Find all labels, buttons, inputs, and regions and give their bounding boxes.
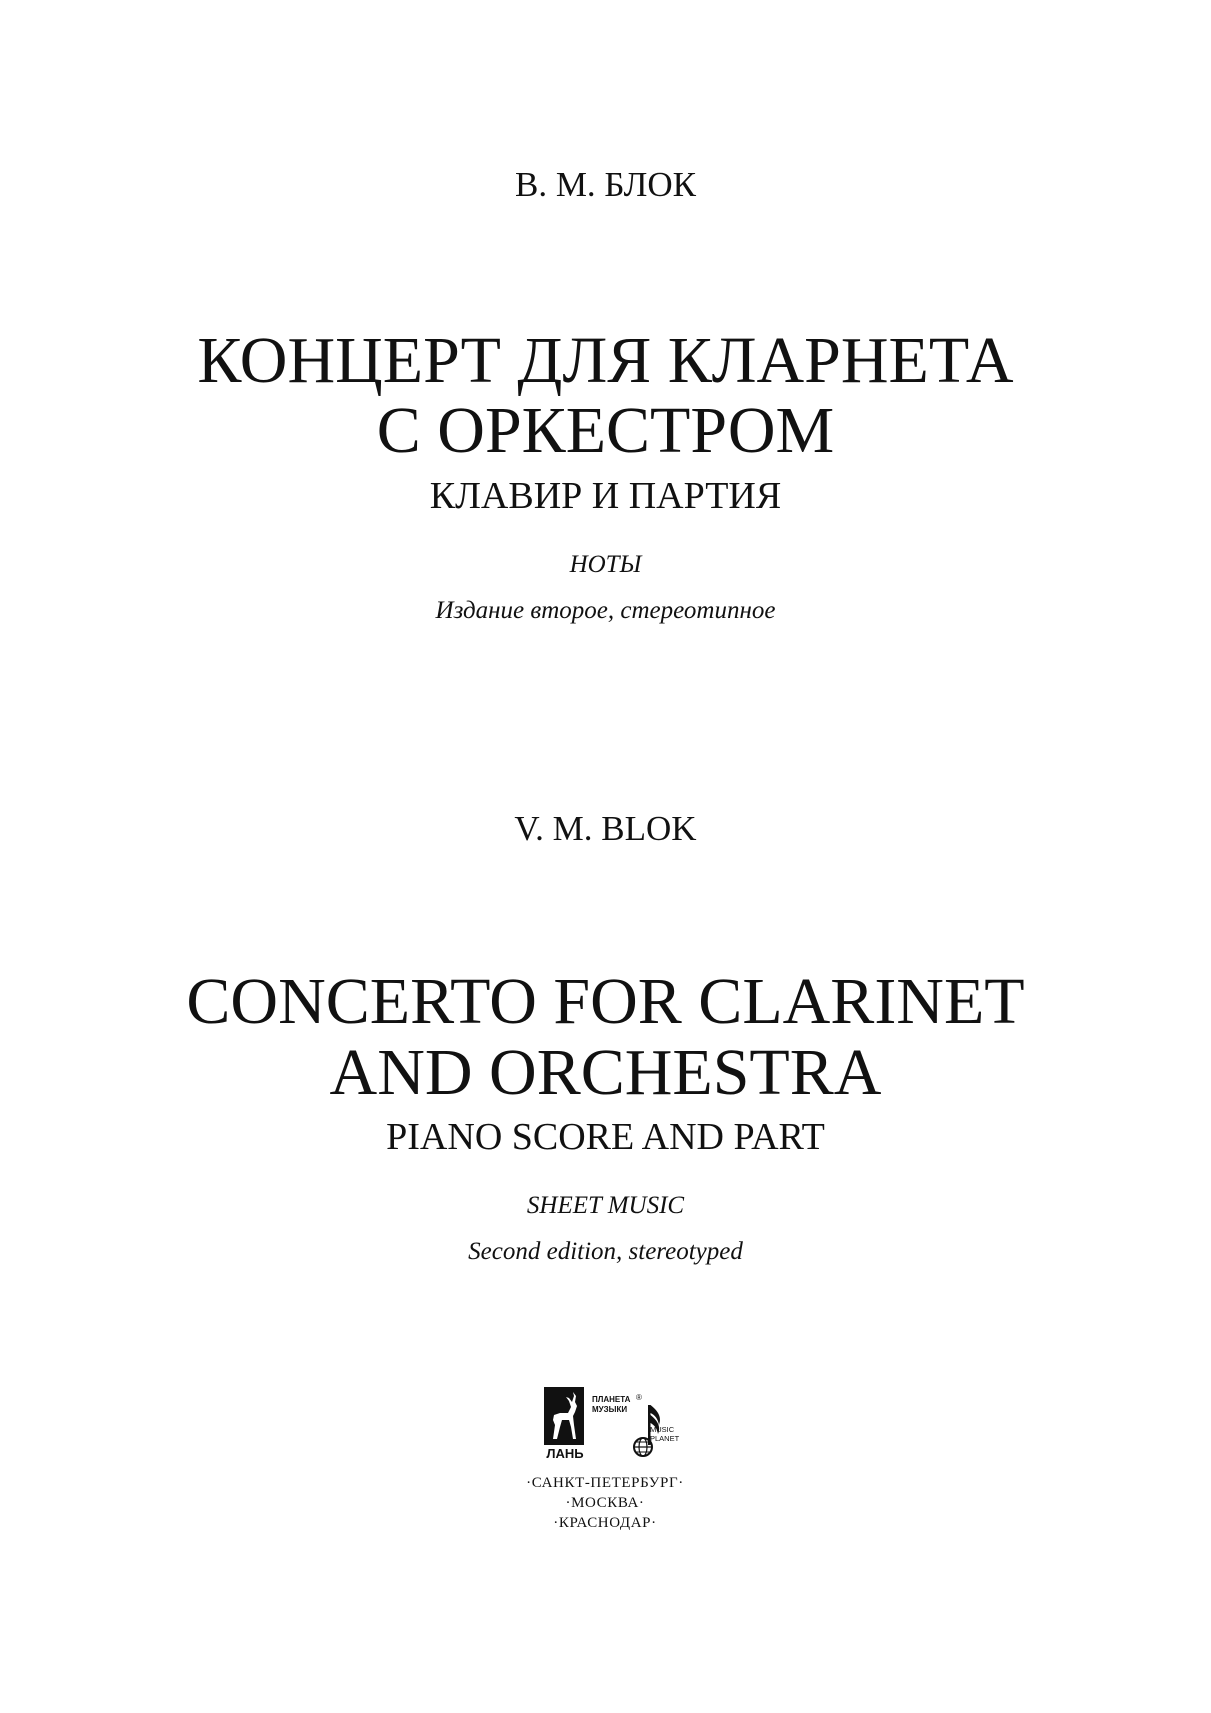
publisher-city-3: ·КРАСНОДАР·	[553, 1515, 657, 1531]
lan-publisher-logo	[542, 1385, 588, 1467]
lan-logo-box	[544, 1387, 584, 1445]
deer-icon	[544, 1387, 584, 1445]
publisher-block	[490, 1385, 720, 1550]
work-title-ru-line-2: С ОРКЕСТРОМ	[376, 394, 835, 467]
publication-type-en: SHEET MUSIC	[526, 1192, 685, 1219]
edition-note-en: Second edition, stereotyped	[468, 1238, 743, 1265]
work-subtitle-en: PIANO SCORE AND PART	[386, 1116, 825, 1158]
registered-mark: ®	[636, 1393, 642, 1402]
planet-music-ru-label: ПЛАНЕТА МУЗЫКИ	[592, 1395, 631, 1414]
work-title-en-line-2: AND ORCHESTRA	[329, 1036, 882, 1109]
work-subtitle-ru: КЛАВИР И ПАРТИЯ	[429, 475, 782, 517]
work-title-en-line-1: CONCERTO FOR CLARINET	[186, 965, 1025, 1038]
edition-note-ru: Издание второе, стереотипное	[435, 597, 776, 624]
publisher-city-1: ·САНКТ-ПЕТЕРБУРГ·	[526, 1475, 684, 1491]
author-name-en: V. M. BLOK	[514, 809, 697, 848]
planet-music-logo	[592, 1395, 682, 1461]
publisher-logos	[542, 1385, 682, 1467]
planet-music-en-label: MUSIC PLANET	[650, 1425, 680, 1443]
publication-type-ru: НОТЫ	[569, 551, 642, 578]
author-name-ru: В. М. БЛОК	[514, 165, 697, 204]
publisher-city-2: ·МОСКВА·	[565, 1495, 645, 1511]
lan-logo-label: ЛАНЬ	[546, 1446, 584, 1461]
work-title-ru-line-1: КОНЦЕРТ ДЛЯ КЛАРНЕТА	[197, 324, 1014, 397]
